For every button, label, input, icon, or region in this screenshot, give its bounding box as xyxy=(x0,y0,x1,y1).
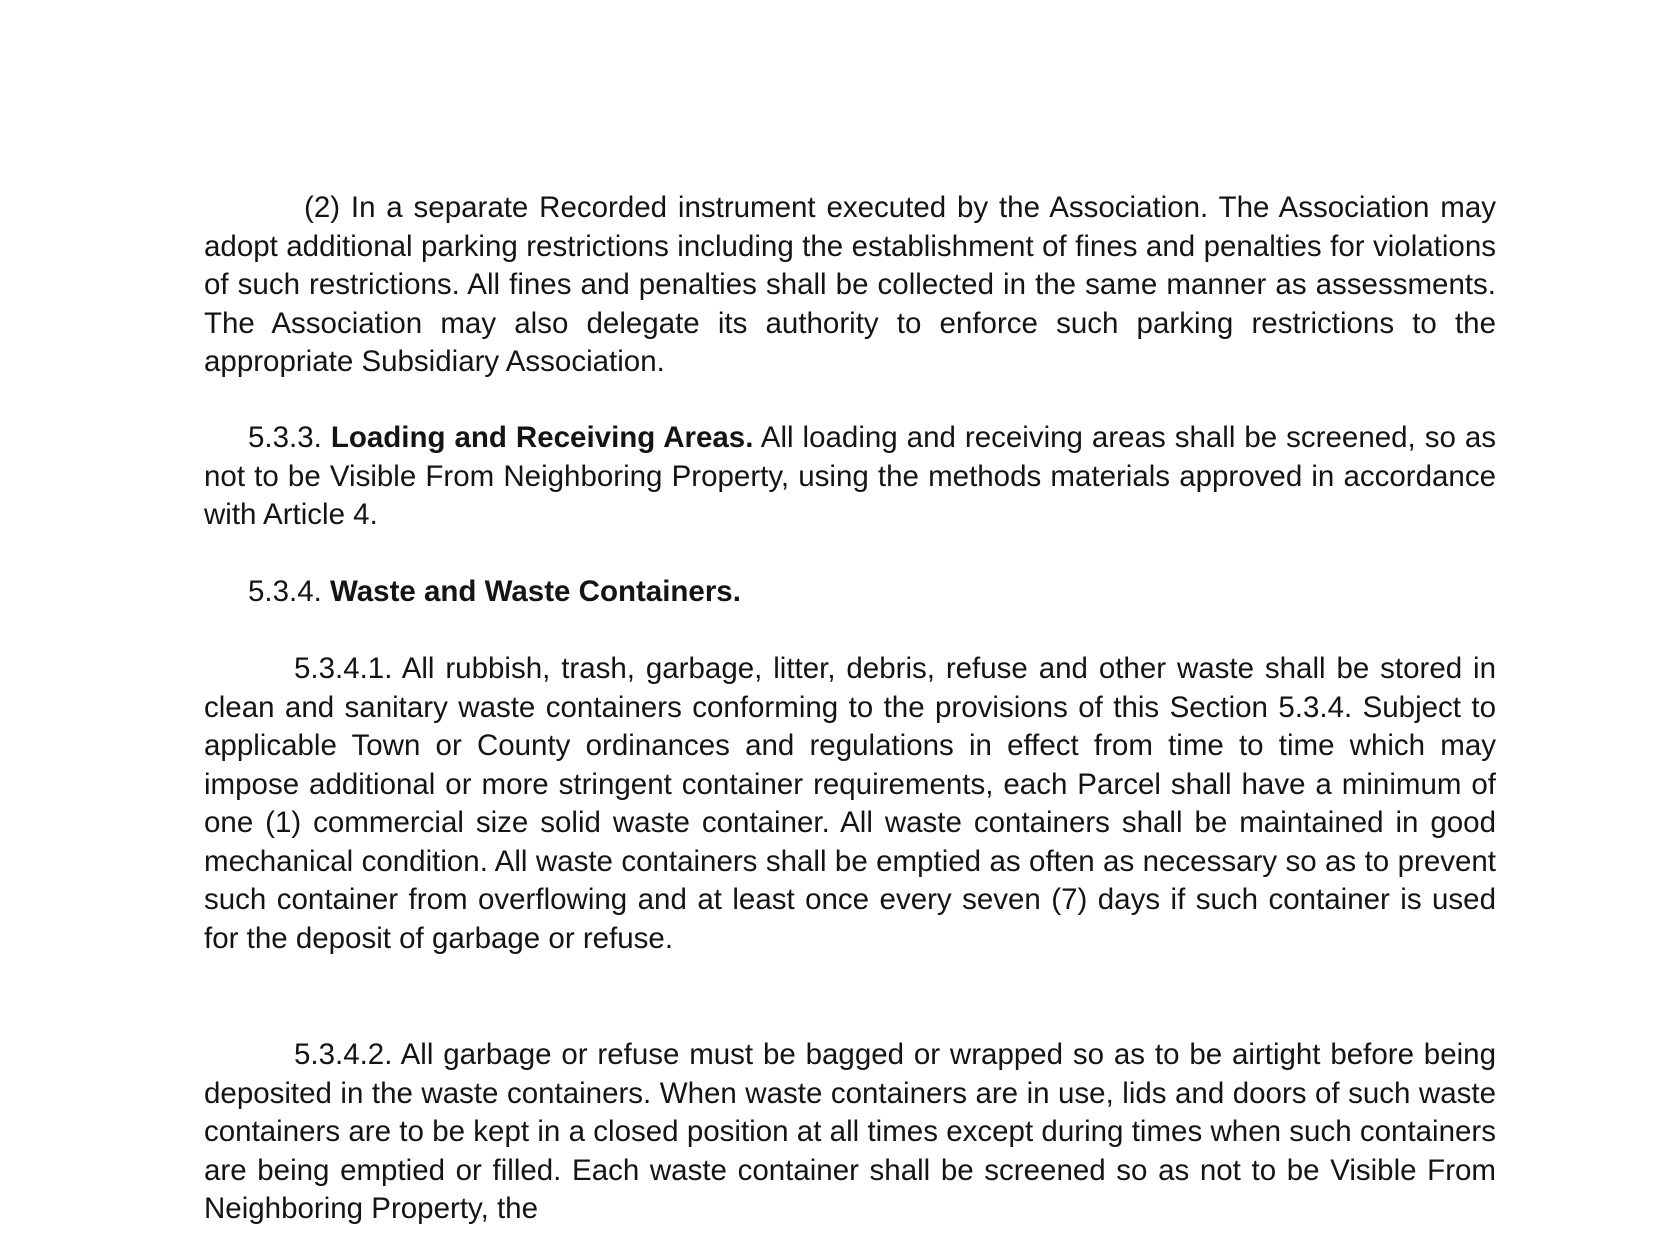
section-text: All rubbish, trash, garbage, litter, debris, refuse and other waste shall be stored in clean and sanitary waste containers conforming to the provisions of this Section 5.3.4. Subject to applicable Town or County ordinances and regulations in effect from time to time which may impose additional or more stringent container requirements, each Parcel shall have a minimum of one (1) commercial size solid waste container. All waste containers shall be maintained in good mechanical condition. All waste containers shall be emptied as often as necessary so as to prevent such container from overflowing and at least once every seven (7) days if such container is used for the deposit of garbage or refuse. xyxy=(204,652,1496,955)
section-heading: Loading and Receiving Areas. xyxy=(330,421,754,454)
section-heading: Waste and Waste Containers. xyxy=(330,575,741,608)
section-number: 5.3.4. xyxy=(248,575,322,608)
section-text: All garbage or refuse must be bagged or wrapped so as to be airtight before being deposited in the waste containers. When waste containers are in use, lids and doors of such waste containers are to be kept in a closed position at all times except during times when such containers are being emptied or filled. Each waste container shall be screened so as not to be Visible From Neighboring Property, the xyxy=(204,1038,1496,1225)
section-5-3-4-1 xyxy=(204,650,1496,958)
paragraph-parking-restrictions xyxy=(204,189,1496,382)
section-number: 5.3.4.1. xyxy=(294,652,393,685)
paragraph-text: (2) In a separate Recorded instrument executed by the Association. The Association may adopt additional parking restrictions including the establishment of fines and penalties for violations of such restrictions. All fines and penalties shall be collected in the same manner as assessments. The Association may also delegate its authority to enforce such parking restrictions to the appropriate Subsidiary Association. xyxy=(204,191,1496,378)
section-5-3-4-2 xyxy=(204,1036,1496,1229)
section-text: All loading and receiving areas shall be screened, so as not to be Visible From Neighboring Property, using the methods materials approved in accordance with Article 4. xyxy=(204,421,1497,531)
section-number: 5.3.3. xyxy=(248,421,322,454)
section-number: 5.3.4.2. xyxy=(294,1038,393,1071)
section-5-3-4 xyxy=(204,573,1496,612)
section-5-3-3 xyxy=(204,419,1496,535)
